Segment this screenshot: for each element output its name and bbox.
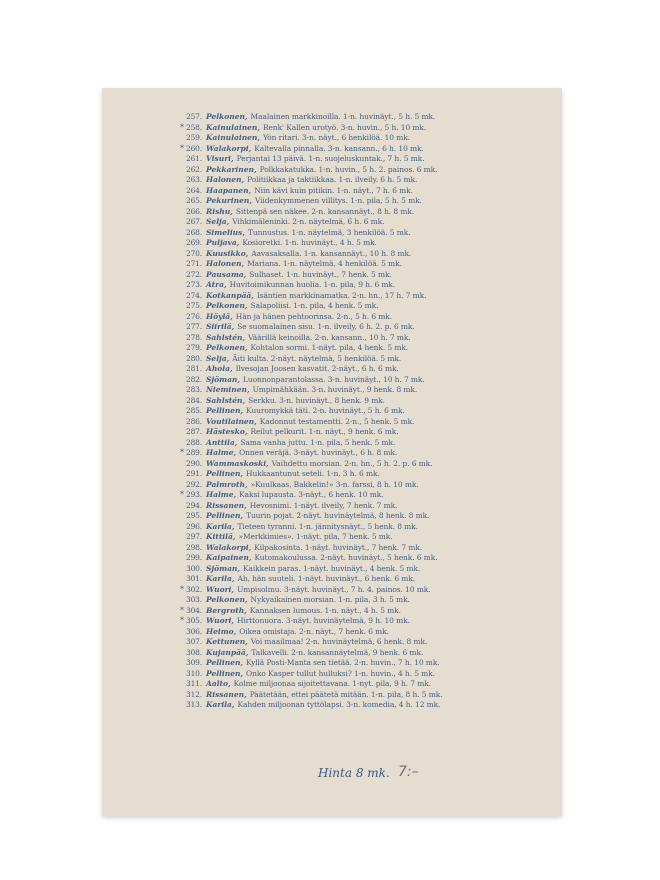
entry-author: Halme,	[206, 448, 237, 457]
entry-author: Karila,	[206, 521, 235, 531]
entry-author: Hästesko,	[206, 427, 248, 436]
entry-author: Kettunen,	[206, 637, 248, 646]
entry-number: 280.	[186, 353, 202, 363]
list-item	[172, 574, 556, 585]
entry-title: Aavasaksalla. 1-n. kansannäyt., 10 h. 8 mk.	[251, 248, 412, 258]
list-item	[172, 175, 556, 186]
star-mark: *	[180, 143, 184, 153]
list-item	[172, 490, 556, 501]
entry-author: Pellinen,	[206, 469, 244, 478]
list-item	[172, 112, 556, 123]
entry-number: 306.	[186, 626, 202, 636]
entry-title: Ilvesojan Joosen kasvatit. 2-näyt., 6 h. 6 mk.	[235, 364, 399, 373]
list-item	[172, 259, 556, 270]
entry-title: Sulhaset. 1-n. huvinäyt., 7 henk. 5 mk.	[249, 269, 392, 279]
entry-title: Maalainen markkinoilla. 1-n. huvinäyt., 5 h. 5 mk.	[250, 112, 436, 121]
star-mark: *	[180, 490, 184, 499]
entry-title: Kohtalon sormi. 1-näyt. pila, 4 henk. 5 mk.	[250, 343, 409, 352]
entry-title: Hän ja hänen pehtoorinsa. 2-n., 5 h. 6 mk.	[235, 311, 393, 321]
entry-author: Siirilä,	[206, 322, 235, 331]
list-item	[172, 312, 556, 323]
star-mark: *	[180, 616, 184, 625]
entry-number: 260.	[186, 143, 202, 153]
entry-number: 288.	[186, 437, 202, 447]
entry-title: Onnen veräjä. 3-näyt. huvinäyt., 6 h. 8 mk.	[239, 448, 398, 457]
entry-number: 274.	[186, 290, 202, 300]
list-item	[172, 637, 556, 648]
entry-author: Wuori,	[206, 616, 234, 625]
entry-author: Pekkarinen,	[206, 164, 257, 174]
entry-author: Heimo,	[206, 626, 237, 636]
list-item	[172, 595, 556, 606]
entry-author: Kainulainen,	[206, 133, 260, 142]
entry-title: Kutomakoulussa. 2-näyt. huvinäyt., 5 henk. 6 mk.	[254, 553, 438, 562]
entry-number: 275.	[186, 301, 202, 310]
entry-author: Puljava,	[206, 238, 240, 247]
entry-number: 269.	[186, 238, 202, 247]
entry-title: »Merkkimies». 1-näyt. pila, 7 henk. 5 mk.	[238, 532, 393, 541]
entry-number: 270.	[186, 248, 202, 258]
entry-number: 307.	[186, 637, 202, 646]
star-mark: *	[180, 448, 184, 457]
list-item	[172, 658, 556, 669]
list-item	[172, 406, 556, 417]
list-item	[172, 123, 556, 134]
entry-author: Kaipainen,	[206, 553, 252, 562]
list-item	[172, 249, 556, 260]
entry-author: Walakorpi,	[206, 542, 252, 552]
list-item	[172, 396, 556, 407]
list-item	[172, 480, 556, 491]
entry-title: Yön ritari. 3-n. näyt., 6 henkilöä. 10 mk.	[262, 133, 410, 142]
entry-author: Haapanen,	[206, 185, 252, 195]
entry-title: Viidenkymmenen villitys. 1-n. pila, 5 h. 5 mk.	[254, 196, 422, 205]
entry-number: 300.	[186, 563, 202, 573]
entry-author: Sjöman,	[206, 374, 240, 384]
entry-author: Wammaskoski,	[206, 458, 269, 468]
list-item	[172, 438, 556, 449]
entry-author: Bergroth,	[206, 605, 247, 615]
entry-title: Kannaksen lumous. 1-n. näyt., 4 h. 5 mk.	[249, 605, 401, 615]
entry-title: Äiti kulta. 2-näyt. näytelmä, 5 henkilöä. 5 mk.	[232, 353, 402, 363]
entry-title: Niin kävi kuin pitikin. 1-n. näyt., 7 h. 6 mk.	[254, 185, 413, 195]
entry-number: 296.	[186, 521, 202, 531]
entry-number: 278.	[186, 332, 202, 342]
entry-author: Wuori,	[206, 584, 234, 594]
list-item	[172, 616, 556, 627]
list-item	[172, 417, 556, 428]
entry-number: 294.	[186, 500, 202, 510]
entry-number: 257.	[186, 112, 202, 121]
entry-author: Kuusikko,	[206, 248, 249, 258]
list-item	[172, 522, 556, 533]
list-item	[172, 322, 556, 333]
list-item	[172, 343, 556, 354]
entry-author: Anttila,	[206, 437, 238, 447]
entry-title: Tieteen tyranni. 1-n. jännitysnäyt., 5 henk. 8 mk.	[237, 521, 418, 531]
list-item	[172, 648, 556, 659]
entry-title: Politiikkaa ja taktiikkaa. 1-n. ilveily. 6 h. 5 mk.	[247, 175, 418, 184]
entry-title: Väärillä keinoilla. 2-n. kansann., 10 h. 7 mk.	[248, 332, 411, 342]
entry-number: 303.	[186, 595, 202, 604]
entry-number: 292.	[186, 479, 202, 489]
price-label: Hinta 8 mk.	[318, 766, 390, 780]
entry-title: Kadonnut testamentti. 2-n., 5 henk. 5 mk.	[259, 416, 415, 426]
entry-author: Kainulainen,	[206, 122, 260, 132]
entry-number: 309.	[186, 658, 202, 667]
entry-number: 282.	[186, 374, 202, 384]
entry-number: 310.	[186, 668, 202, 678]
entry-title: Oikea omistaja. 2-n. näyt., 7 henk. 6 mk.	[239, 626, 389, 636]
list-item	[172, 679, 556, 690]
entry-author: Pausama,	[206, 269, 247, 279]
entry-title: Luonnonparantolassa. 3-n. huvinäyt., 10 h. 7 mk.	[243, 374, 425, 384]
entry-title: Umpisolmu. 3-näyt. huvinäyt., 7 h. 4. painos. 10 mk.	[237, 584, 431, 594]
list-item	[172, 154, 556, 165]
entry-number: 308.	[186, 647, 202, 657]
entry-number: 285.	[186, 406, 202, 415]
entry-number: 289.	[186, 448, 202, 457]
list-item	[172, 228, 556, 239]
entry-title: Kilpakosinta. 1-näyt. huvinäyt., 7 henk. 7 mk.	[254, 542, 423, 552]
list-item	[172, 144, 556, 155]
entry-title: Polkkakatukka. 1-n. huvin., 5 h. 2. painos. 6 mk.	[259, 164, 438, 174]
list-item	[172, 133, 556, 144]
entry-number: 287.	[186, 427, 202, 436]
entry-number: 271.	[186, 259, 202, 268]
list-item	[172, 511, 556, 522]
list-item	[172, 700, 556, 711]
entry-title: Kaksi lupausta. 3-näyt., 6 henk. 10 mk.	[239, 490, 384, 499]
entry-author: Rissanen,	[206, 500, 247, 510]
entry-number: 258.	[186, 122, 202, 132]
entry-author: Halme,	[206, 490, 237, 499]
entry-title: Kosioretki. 1-n. huvinäyt., 4 h. 5 mk.	[242, 238, 377, 247]
list-item	[172, 585, 556, 596]
entry-title: Ah, hän suuteli. 1-näyt. huvinäyt., 6 henk. 6 mk.	[237, 574, 416, 583]
play-list	[172, 112, 556, 711]
pencil-price-note: 7:–	[398, 764, 419, 780]
entry-author: Höylä,	[206, 311, 233, 321]
entry-title: Perjantai 13 päivä. 1-n. suojeluskuntak., 7 h. 5 mk.	[236, 154, 425, 163]
entry-author: Pelkonen,	[206, 301, 248, 310]
entry-title: Tuurin pojat. 2-näyt. huvinäytelmä, 8 henk. 8 mk.	[246, 511, 430, 520]
entry-author: Pellinen,	[206, 668, 244, 678]
entry-number: 277.	[186, 322, 202, 331]
list-item	[172, 301, 556, 312]
entry-title: Nykyaikainen morsian. 1-n. pila, 3 h. 5 mk.	[250, 595, 410, 604]
entry-number: 312.	[186, 689, 202, 699]
list-item	[172, 270, 556, 281]
list-item	[172, 606, 556, 617]
entry-number: 302.	[186, 584, 202, 594]
entry-title: Se suomalainen sisu. 1-n. ilveily, 6 h. 2. p. 6 mk.	[237, 322, 415, 331]
list-item	[172, 364, 556, 375]
entry-title: Kaikkein paras. 1-näyt. huvinäyt., 4 henk. 5 mk.	[243, 563, 421, 573]
list-item	[172, 469, 556, 480]
entry-title: Kyllä Posti-Manta sen tietää. 2-n. huvin., 7 h. 10 mk.	[246, 658, 440, 667]
entry-author: Sahlstén,	[206, 332, 246, 342]
entry-number: 273.	[186, 280, 202, 289]
entry-title: Hirttonuora. 3-näyt. huvinäytelmä, 9 h. 10 mk.	[237, 616, 410, 625]
entry-number: 265.	[186, 196, 202, 205]
entry-author: Pelkonen,	[206, 112, 248, 121]
entry-number: 301.	[186, 574, 202, 583]
entry-author: Pellinen,	[206, 658, 244, 667]
entry-number: 295.	[186, 511, 202, 520]
entry-title: Umpimähkään. 3-n. huvinäyt., 9 henk. 8 mk.	[252, 385, 418, 394]
entry-number: 286.	[186, 416, 202, 426]
entry-author: Pellinen,	[206, 511, 244, 520]
entry-author: Rissanen,	[206, 689, 247, 699]
entry-number: 298.	[186, 542, 202, 552]
entry-author: Pelkonen,	[206, 595, 248, 604]
star-mark: *	[180, 605, 184, 615]
list-item	[172, 669, 556, 680]
entry-title: Renk' Kallen urotyö. 3-n. huvin., 5 h. 10 mk.	[262, 122, 427, 132]
entry-title: Onko Kasper tullut hulluksi? 1-n. huvin., 4 h. 5 mk.	[246, 668, 435, 678]
list-item	[172, 427, 556, 438]
list-item	[172, 627, 556, 638]
entry-title: Kaltevalla pinnalla. 3-n. kansann., 6 h. 10 mk.	[254, 143, 424, 153]
entry-title: Kuuromykkä täti. 2-n. huvinäyt., 5 h. 6 mk.	[246, 406, 405, 415]
entry-title: »Kuulkaas, Bakkelin!» 3-n. farssi, 8 h. 10 mk.	[250, 479, 419, 489]
list-item	[172, 291, 556, 302]
entry-title: Sittenpä sen näkee. 2-n. kansannäyt., 8 h. 8 mk.	[235, 206, 415, 216]
entry-author: Walakorpi,	[206, 143, 252, 153]
list-item	[172, 553, 556, 564]
entry-author: Halonen,	[206, 259, 245, 268]
entry-title: Mariana. 1-n. näytelmä, 4 henkilöä. 5 mk.	[247, 259, 402, 268]
entry-number: 293.	[186, 490, 202, 499]
entry-number: 283.	[186, 385, 202, 394]
entry-number: 284.	[186, 395, 202, 405]
list-item	[172, 501, 556, 512]
star-mark: *	[180, 584, 184, 594]
list-item	[172, 375, 556, 386]
entry-title: Reilut pelkurit. 1-n. näyt., 9 henk. 6 mk.	[250, 427, 399, 436]
entry-title: Serkku. 3-n. huvinäyt., 8 henk. 9 mk.	[248, 395, 385, 405]
entry-author: Voutilainen,	[206, 416, 257, 426]
entry-title: Hukkaantunut seteli. 1-n. 3 h. 6 mk.	[246, 469, 380, 478]
entry-author: Halonen,	[206, 175, 245, 184]
entry-title: Sama vanha juttu. 1-n. pila, 5 henk. 5 mk.	[240, 437, 396, 447]
entry-number: 268.	[186, 227, 202, 237]
list-item	[172, 385, 556, 396]
entry-number: 279.	[186, 343, 202, 352]
list-item	[172, 186, 556, 197]
list-item	[172, 238, 556, 249]
list-item	[172, 280, 556, 291]
entry-title: Kolme miljoonaa sijoitettavana. 1-nyt. pila, 9 h. 7 mk.	[233, 679, 431, 688]
entry-author: Atra,	[206, 280, 227, 289]
entry-number: 305.	[186, 616, 202, 625]
entry-number: 261.	[186, 154, 202, 163]
entry-author: Karila,	[206, 574, 235, 583]
list-item	[172, 532, 556, 543]
entry-author: Visuri,	[206, 154, 234, 163]
entry-author: Rishu,	[206, 206, 233, 216]
entry-number: 267.	[186, 217, 202, 226]
entry-number: 311.	[186, 679, 202, 688]
entry-title: Salapoliisi. 1-n. pila, 4 henk. 5 mk.	[250, 301, 379, 310]
entry-author: Sahlstén,	[206, 395, 246, 405]
entry-number: 297.	[186, 532, 202, 541]
entry-number: 304.	[186, 605, 202, 615]
entry-number: 259.	[186, 133, 202, 142]
list-item	[172, 690, 556, 701]
entry-author: Ahola,	[206, 364, 233, 373]
entry-author: Kotkanpää,	[206, 290, 254, 300]
entry-number: 291.	[186, 469, 202, 478]
entry-author: Aalto,	[206, 679, 231, 688]
entry-author: Simelius,	[206, 227, 245, 237]
entry-author: Pekurinen,	[206, 196, 252, 205]
entry-title: Voi maailmaa! 2-n. huvinäytelmä, 6 henk. 8 mk.	[250, 637, 428, 646]
entry-number: 276.	[186, 311, 202, 321]
entry-number: 266.	[186, 206, 202, 216]
entry-number: 313.	[186, 700, 202, 709]
entry-number: 263.	[186, 175, 202, 184]
entry-number: 262.	[186, 164, 202, 174]
star-mark: *	[180, 122, 184, 132]
entry-author: Kujanpää,	[206, 647, 249, 657]
list-item	[172, 543, 556, 554]
list-item	[172, 459, 556, 470]
list-item	[172, 564, 556, 575]
entry-title: Vaihdettu morsian. 2-n. hn., 5 h. 2. p. 6 mk.	[271, 458, 433, 468]
list-item	[172, 354, 556, 365]
entry-number: 290.	[186, 458, 202, 468]
entry-title: Vihkimäleninki. 2-n. näytelmä, 6 h. 6 mk.	[232, 217, 385, 226]
entry-title: Talkavelli. 2-n. kansannäytelmä, 9 henk. 6 mk.	[251, 647, 424, 657]
entry-author: Nieminen,	[206, 385, 250, 394]
entry-author: Sjöman,	[206, 563, 240, 573]
entry-author: Karila,	[206, 700, 235, 709]
list-item	[172, 207, 556, 218]
list-item	[172, 165, 556, 176]
entry-author: Pelkonen,	[206, 343, 248, 352]
list-item	[172, 196, 556, 207]
list-item	[172, 217, 556, 228]
entry-title: Huvitoimikunnan huolia. 1-n. pila, 9 h. 6 mk.	[229, 280, 396, 289]
entry-number: 299.	[186, 553, 202, 562]
entry-title: Kahden miljoonan tyttölapsi. 3-n. komedia, 4 h. 12 mk.	[237, 700, 441, 709]
entry-number: 272.	[186, 269, 202, 279]
list-item	[172, 333, 556, 344]
entry-author: Pellinen,	[206, 406, 244, 415]
entry-author: Selja,	[206, 217, 230, 226]
entry-title: Hevosnimi. 1-näyt. ilveily, 7 henk. 7 mk.	[249, 500, 398, 510]
entry-number: 281.	[186, 364, 202, 373]
list-item	[172, 448, 556, 459]
entry-number: 264.	[186, 185, 202, 195]
entry-title: Päätetään, ettei päätetä mitään. 1-n. pila, 8 h. 5 mk.	[249, 689, 443, 699]
entry-author: Kittilä,	[206, 532, 236, 541]
entry-title: Tunnustus. 1-n. näytelmä, 3 henkilöä. 5 mk.	[247, 227, 411, 237]
entry-author: Selja,	[206, 353, 230, 363]
entry-title: Isäntien markkinamatka. 2-n. hn., 17 h. 7 mk.	[256, 290, 427, 300]
entry-author: Palmroth,	[206, 479, 248, 489]
